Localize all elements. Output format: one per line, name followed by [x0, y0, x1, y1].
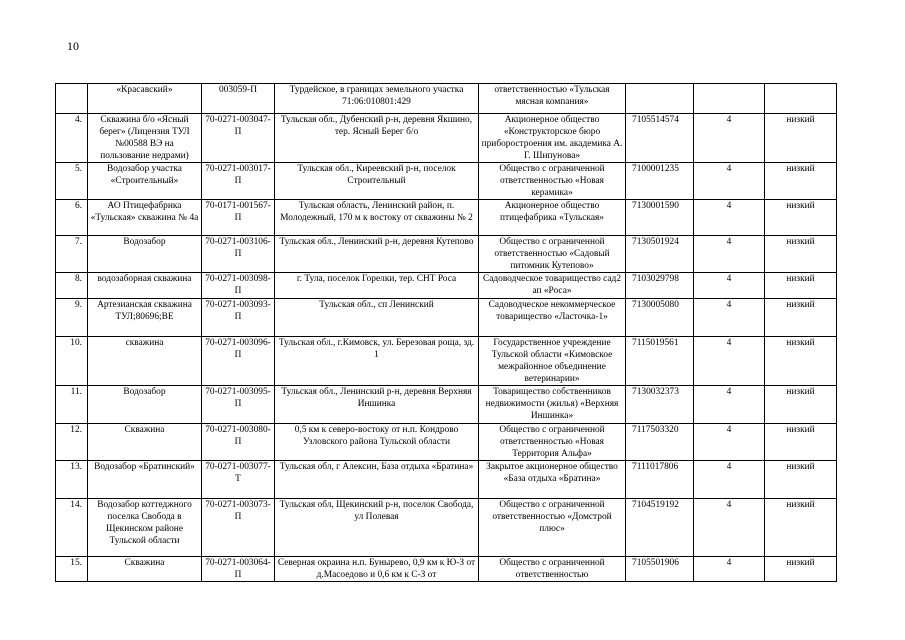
cell-risk: низкий	[765, 424, 837, 461]
cell-number: 7.	[56, 236, 88, 273]
cell-category	[694, 84, 765, 114]
cell-operator: Акционерное общество «Конструкторское бюро приборостроения им. академика А. Г. Шипунова»	[479, 114, 626, 163]
table-row	[56, 424, 837, 461]
cell-number: 11.	[56, 386, 88, 424]
table-row	[56, 499, 837, 557]
cell-number: 4.	[56, 114, 88, 163]
cell-object-code: 70-0271-003077-Т	[202, 461, 275, 499]
cell-object-name: «Красавский»	[88, 84, 202, 114]
cell-operator: Закрытое акционерное общество «База отдыха «Братина»	[479, 461, 626, 499]
table-row	[56, 461, 837, 499]
cell-risk: низкий	[765, 163, 837, 200]
cell-operator: Садоводческое некоммерческое товарищество «Ласточка-1»	[479, 299, 626, 337]
table-row	[56, 337, 837, 386]
cell-address: Турдейское, в границах земельного участка 71:06:010801:429	[275, 84, 479, 114]
cell-operator: Садоводческое товарищество сад2 ап «Роса»	[479, 273, 626, 299]
cell-operator: Общество с ограниченной ответственностью	[479, 557, 626, 582]
cell-category: 4	[694, 273, 765, 299]
cell-number: 9.	[56, 299, 88, 337]
cell-number: 8.	[56, 273, 88, 299]
cell-object-code: 70-0271-003098-П	[202, 273, 275, 299]
cell-inn: 7130005080	[626, 299, 694, 337]
cell-category: 4	[694, 200, 765, 236]
cell-address: Тульская обл., Киреевский р-н, поселок Строительный	[275, 163, 479, 200]
cell-number: 6.	[56, 200, 88, 236]
cell-object-code: 70-0271-003080-П	[202, 424, 275, 461]
cell-object-name: Водозабор	[88, 386, 202, 424]
cell-object-code: 70-0271-003096-П	[202, 337, 275, 386]
table-row	[56, 273, 837, 299]
cell-category: 4	[694, 557, 765, 582]
cell-inn: 7105514574	[626, 114, 694, 163]
cell-inn: 7115019561	[626, 337, 694, 386]
cell-number: 14.	[56, 499, 88, 557]
cell-address: Тульская обл., Дубенский р-н, деревня Якшино, тер. Ясный Берег б/о	[275, 114, 479, 163]
cell-inn: 7105501906	[626, 557, 694, 582]
table-row	[56, 236, 837, 273]
table-row	[56, 163, 837, 200]
cell-operator: ответственностью «Тульская мясная компания»	[479, 84, 626, 114]
cell-risk: низкий	[765, 114, 837, 163]
cell-number: 10.	[56, 337, 88, 386]
cell-inn: 7117503320	[626, 424, 694, 461]
cell-number: 12.	[56, 424, 88, 461]
cell-operator: Общество с ограниченной ответственностью «Садовый питомник Кутепово»	[479, 236, 626, 273]
cell-risk: низкий	[765, 236, 837, 273]
cell-address: г. Тула, поселок Горелки, тер. СНТ Роса	[275, 273, 479, 299]
cell-category: 4	[694, 461, 765, 499]
cell-object-name: водозаборная скважина	[88, 273, 202, 299]
cell-object-code: 70-0271-003073-П	[202, 499, 275, 557]
cell-operator: Общество с ограниченной ответственностью «Домстрой плюс»	[479, 499, 626, 557]
cell-risk: низкий	[765, 273, 837, 299]
cell-address: Тульская обл, г Алексин, База отдыха «Братина»	[275, 461, 479, 499]
cell-object-code: 70-0271-003064-П	[202, 557, 275, 582]
cell-category: 4	[694, 163, 765, 200]
cell-object-code: 70-0271-003017-П	[202, 163, 275, 200]
cell-risk: низкий	[765, 386, 837, 424]
cell-object-name: скважина	[88, 337, 202, 386]
cell-object-name: Водозабор «Братинский»	[88, 461, 202, 499]
cell-object-name: Водозабор участка «Строительный»	[88, 163, 202, 200]
cell-inn: 7103029798	[626, 273, 694, 299]
cell-category: 4	[694, 236, 765, 273]
table-row	[56, 386, 837, 424]
cell-operator: Государственное учреждение Тульской области «Кимовское межрайонное объединение ветеринарии»	[479, 337, 626, 386]
cell-category: 4	[694, 299, 765, 337]
cell-number	[56, 84, 88, 114]
cell-object-name: Скважина б/о «Ясный берег» (Лицензия ТУЛ №00588 ВЭ на пользование недрами)	[88, 114, 202, 163]
cell-operator: Общество с ограниченной ответственностью «Новая керамика»	[479, 163, 626, 200]
cell-risk: низкий	[765, 200, 837, 236]
cell-object-name: Скважина	[88, 424, 202, 461]
cell-address: Тульская обл., г.Кимовск, ул. Березовая роща, зд. 1	[275, 337, 479, 386]
cell-risk: низкий	[765, 499, 837, 557]
cell-operator: Акционерное общество птицефабрика «Тульская»	[479, 200, 626, 236]
cell-operator: Общество с ограниченной ответственностью «Новая Территория Альфа»	[479, 424, 626, 461]
cell-address: Тульская обл, Щекинский р-н, поселок Свобода, ул Полевая	[275, 499, 479, 557]
cell-object-name: АО Птицефабрика «Тульская» скважина № 4а	[88, 200, 202, 236]
page-number: 10	[67, 39, 79, 53]
table-row	[56, 200, 837, 236]
cell-address: Тульская обл., Ленинский р-н, деревня Верхняя Иншинка	[275, 386, 479, 424]
cell-inn: 7111017806	[626, 461, 694, 499]
cell-inn: 7130001590	[626, 200, 694, 236]
cell-address: Тульская обл., сп Ленинский	[275, 299, 479, 337]
cell-object-name: Водозабор коттеджного поселка Свобода в Щекинском районе Тульской области	[88, 499, 202, 557]
cell-number: 15.	[56, 557, 88, 582]
cell-object-code: 70-0271-003047-П	[202, 114, 275, 163]
cell-object-code: 70-0271-003095-П	[202, 386, 275, 424]
cell-object-code: 70-0271-003093-П	[202, 299, 275, 337]
cell-number: 5.	[56, 163, 88, 200]
table-body	[56, 84, 837, 582]
registry-table	[55, 83, 837, 582]
cell-address: Тульская область, Ленинский район, п. Молодежный, 170 м к востоку от скважины № 2	[275, 200, 479, 236]
cell-category: 4	[694, 499, 765, 557]
table-row	[56, 114, 837, 163]
cell-operator: Товарищество собственников недвижимости (жилья) «Верхняя Иншинка»	[479, 386, 626, 424]
table-row	[56, 557, 837, 582]
cell-risk	[765, 84, 837, 114]
cell-address: Тульская обл., Ленинский р-н, деревня Кутепово	[275, 236, 479, 273]
cell-inn	[626, 84, 694, 114]
cell-risk: низкий	[765, 337, 837, 386]
cell-category: 4	[694, 114, 765, 163]
cell-category: 4	[694, 424, 765, 461]
cell-inn: 7100001235	[626, 163, 694, 200]
cell-address: Северная окраина н.п. Бунырево, 0,9 км к Ю-З от д.Масоедово и 0,6 км к С-З от	[275, 557, 479, 582]
cell-object-name: Артезианская скважина ТУЛ;80696;ВЕ	[88, 299, 202, 337]
cell-inn: 7130032373	[626, 386, 694, 424]
cell-number: 13.	[56, 461, 88, 499]
cell-category: 4	[694, 386, 765, 424]
cell-risk: низкий	[765, 299, 837, 337]
cell-object-code: 003059-П	[202, 84, 275, 114]
table-row	[56, 84, 837, 114]
cell-inn: 7104519192	[626, 499, 694, 557]
cell-risk: низкий	[765, 557, 837, 582]
cell-category: 4	[694, 337, 765, 386]
cell-object-code: 70-0271-003106-П	[202, 236, 275, 273]
cell-risk: низкий	[765, 461, 837, 499]
cell-object-code: 70-0171-001567-П	[202, 200, 275, 236]
table-row	[56, 299, 837, 337]
cell-address: 0,5 км к северо-востоку от н.п. Кондрово Узловского района Тульской области	[275, 424, 479, 461]
cell-object-name: Скважина	[88, 557, 202, 582]
cell-object-name: Водозабор	[88, 236, 202, 273]
cell-inn: 7130501924	[626, 236, 694, 273]
